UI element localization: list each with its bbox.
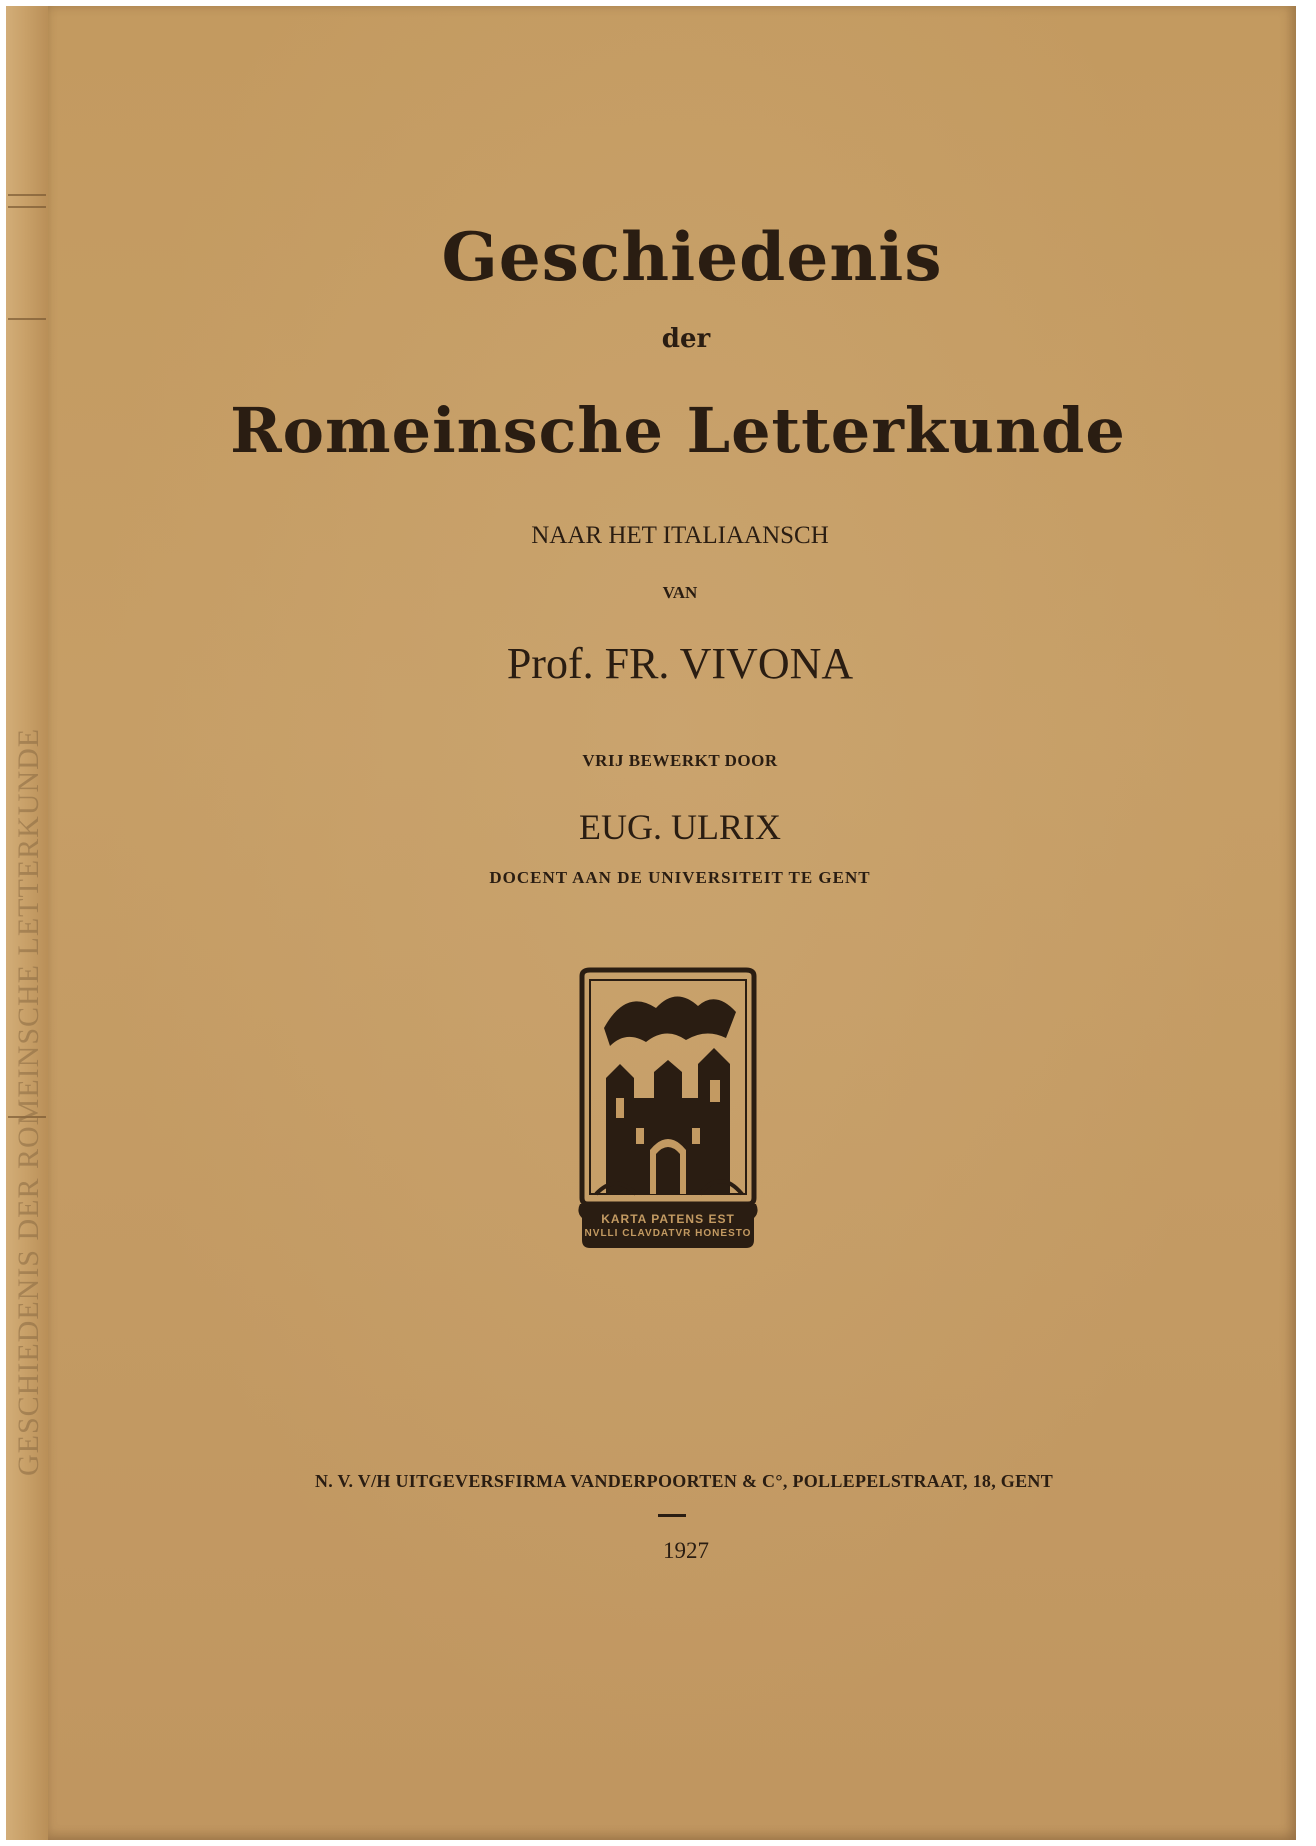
book-spine — [6, 6, 50, 1840]
title-line-2: Romeinsche Letterkunde — [230, 394, 1126, 467]
author: Prof. FR. VIVONA — [506, 639, 854, 688]
book — [6, 6, 1296, 1840]
subtitle: NAAR HET ITALIAANSCH — [531, 522, 829, 549]
divider — [658, 1514, 686, 1517]
spine-band — [8, 194, 46, 196]
title-line-1: Geschiedenis — [441, 218, 943, 296]
van-label: VAN — [662, 583, 698, 602]
publisher-emblem — [576, 968, 760, 1250]
book-cover — [48, 6, 1296, 1840]
adapted-by-label: VRIJ BEWERKT DOOR — [582, 751, 778, 770]
publisher: N. V. V/H UITGEVERSFIRMA VANDERPOORTEN & C°, POLLEPELSTRAAT, 18, GENT — [314, 1471, 1054, 1491]
editor: EUG. ULRIX — [579, 807, 781, 847]
emblem-motto-1: KARTA PATENS EST — [601, 1212, 735, 1226]
spine-title: GESCHIEDENIS DER ROMEINSCHE LETTERKUNDE — [12, 727, 45, 1476]
editor-title: DOCENT AAN DE UNIVERSITEIT TE GENT — [489, 868, 871, 887]
emblem-motto-2: NVLLI CLAVDATVR HONESTO — [584, 1228, 752, 1239]
spine-band — [8, 318, 46, 320]
castle-emblem-icon — [576, 968, 760, 1250]
year: 1927 — [663, 1538, 709, 1563]
spine-band — [8, 206, 46, 208]
title-der: der — [661, 324, 711, 354]
